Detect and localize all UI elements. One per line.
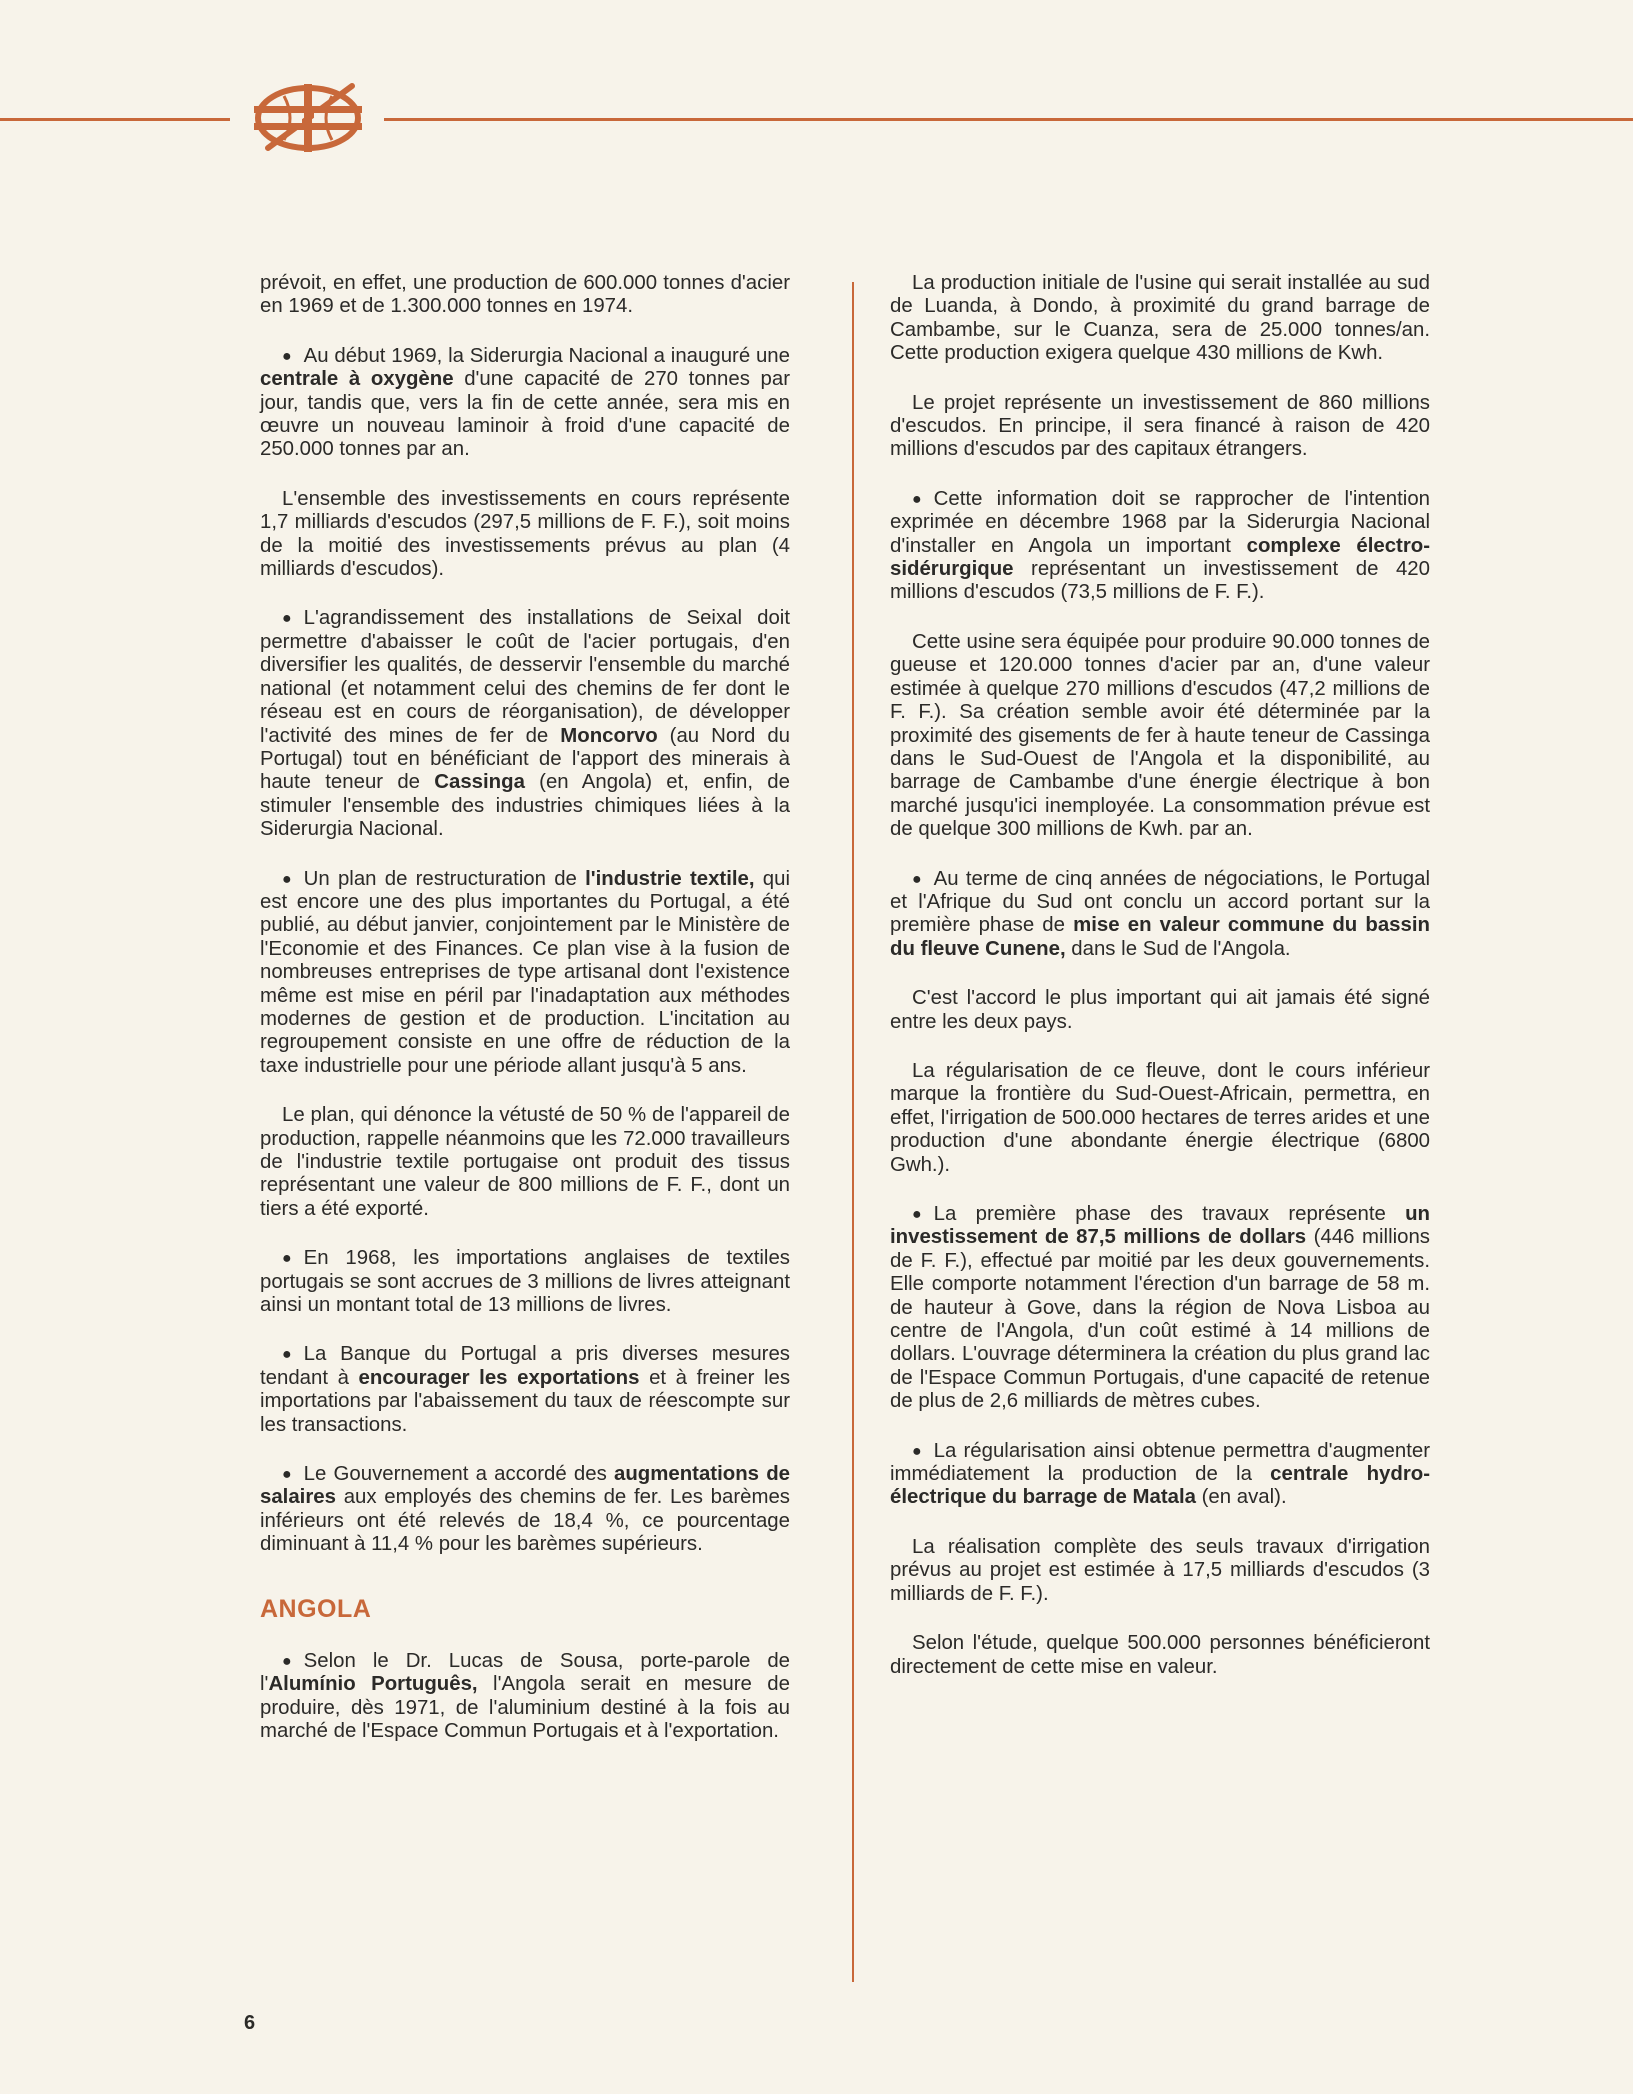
paragraph: C'est l'accord le plus important qui ait jamais été signé entre les deux pays. bbox=[890, 987, 1430, 1033]
paragraph: ● L'agrandissement des installations de Seixal doit permettre d'abaisser le coût de l'acier portugais, d'en diversifier les qualités, de desservir l'ensemble du marché national (et notamment celui des chemins de fer dont le réseau est en cours de réorganisation), de développer l'activité des mines de fer de Moncorvo (au Nord du Portugal) tout en bénéficiant de l'apport des minerais à haute teneur de Cassinga (en Angola) et, enfin, de stimuler l'ensemble des industries chimiques liées à la Siderurgia Nacional. bbox=[260, 607, 790, 841]
right-column bbox=[890, 272, 1430, 1705]
paragraph: ● Selon le Dr. Lucas de Sousa, porte-parole de l'Alumínio Português, l'Angola serait en mesure de produire, dès 1971, de l'aluminium destiné à la fois au marché de l'Espace Commun Portugais et à l'exportation. bbox=[260, 1649, 790, 1742]
bullet-icon: ● bbox=[912, 1206, 922, 1223]
bullet-icon: ● bbox=[282, 1466, 292, 1484]
paragraph: La production initiale de l'usine qui serait installée au sud de Luanda, à Dondo, à proximité du grand barrage de Cambambe, sur le Cuanza, sera de 25.000 tonnes/an. Cette production exigera quelque 430 millions de Kwh. bbox=[890, 272, 1430, 365]
bullet-icon: ● bbox=[282, 610, 292, 628]
bullet-icon: ● bbox=[282, 347, 292, 365]
paragraph: prévoit, en effet, une production de 600.000 tonnes d'acier en 1969 et de 1.300.000 tonnes en 1974. bbox=[260, 272, 790, 318]
bullet-icon: ● bbox=[912, 870, 922, 888]
paragraph: L'ensemble des investissements en cours représente 1,7 milliards d'escudos (297,5 millions de F. F.), soit moins de la moitié des investissements prévus au plan (4 milliards d'escudos). bbox=[260, 487, 790, 581]
paragraph: ● La régularisation ainsi obtenue permettra d'augmenter immédiatement la production de la centrale hydro-électrique du barrage de Matala (en aval). bbox=[890, 1439, 1430, 1509]
bullet-icon: ● bbox=[282, 1346, 292, 1364]
paragraph: La régularisation de ce fleuve, dont le cours inférieur marque la frontière du Sud-Ouest-Africain, permettra, en effet, l'irrigation de 500.000 hectares de terres arides et une production d'une abondante énergie électrique (6800 Gwh.). bbox=[890, 1059, 1430, 1176]
paragraph: ● La Banque du Portugal a pris diverses mesures tendant à encourager les exportations et à freiner les importations par l'abaissement du taux de réescompte sur les transactions. bbox=[260, 1343, 791, 1436]
bullet-icon: ● bbox=[282, 1652, 292, 1670]
globe-cross-emblem-icon bbox=[244, 78, 372, 158]
header-rule-left bbox=[0, 118, 230, 121]
paragraph: Cette usine sera équipée pour produire 90.000 tonnes de gueuse et 120.000 tonnes d'acier par an, d'une valeur estimée à quelque 270 millions d'escudos (47,2 millions de F. F.). Sa création semble avoir été déterminée par la proximité des gisements de fer à haute teneur de Cassinga dans le Sud-Ouest de l'Angola et la disponibilité, au barrage de Cambambe d'une énergie électrique à bon marché jusqu'ici inemployée. La consommation prévue est de quelque 300 millions de Kwh. par an. bbox=[890, 630, 1430, 841]
paragraph: ● Le Gouvernement a accordé des augmentations de salaires aux employés des chemins de fer. Les barèmes inférieurs ont été relevés de 18,4 %, ce pourcentage diminuant à 11,4 % pour les barèmes supérieurs. bbox=[260, 1463, 790, 1556]
paragraph: La réalisation complète des seuls travaux d'irrigation prévus au projet est estimée à 17,5 milliards d'escudos (3 milliards de F. F.). bbox=[890, 1535, 1430, 1605]
paragraph: ● Cette information doit se rapprocher de l'intention exprimée en décembre 1968 par la Siderurgia Nacional d'installer en Angola un important complexe électro-sidérurgique représentant un investissement de 420 millions d'escudos (73,5 millions de F. F.). bbox=[890, 487, 1431, 604]
bullet-icon: ● bbox=[282, 1250, 292, 1268]
column-divider bbox=[852, 282, 854, 1982]
bullet-icon: ● bbox=[912, 490, 922, 508]
left-column bbox=[260, 272, 790, 1769]
paragraph: Le projet représente un investissement de 860 millions d'escudos. En principe, il sera financé à raison de 420 millions d'escudos par des capitaux étrangers. bbox=[890, 391, 1430, 461]
section-heading-angola: ANGOLA bbox=[260, 1594, 372, 1623]
paragraph: Selon l'étude, quelque 500.000 personnes bénéficieront directement de cette mise en valeur. bbox=[890, 1632, 1430, 1678]
page-number: 6 bbox=[244, 2012, 256, 2034]
paragraph: ● La première phase des travaux représente un investissement de 87,5 millions de dollars (446 millions de F. F.), effectué par moitié par les deux gouvernements. Elle comporte notamment l'érection d'un barrage de 58 m. de hauteur à Gove, dans la région de Nova Lisboa au centre de l'Angola, d'un coût estimé à 14 millions de dollars. L'ouvrage déterminera la création du plus grand lac de l'Espace Commun Portugais, d'une capacité de retenue de plus de 2,6 milliards de mètres cubes. bbox=[890, 1203, 1431, 1413]
paragraph: ● Un plan de restructuration de l'industrie textile, qui est encore une des plus importantes du Portugal, a été publié, au début janvier, conjointement par le Ministère de l'Economie et des Finances. Ce plan vise à la fusion de nombreuses entreprises de type artisanal dont l'existence même est mise en péril par l'inadaptation aux méthodes modernes de gestion et de production. L'incitation au regroupement consiste en une offre de réduction de la taxe industrielle pour une période allant jusqu'à 5 ans. bbox=[260, 867, 790, 1077]
paragraph: ● Au terme de cinq années de négociations, le Portugal et l'Afrique du Sud ont conclu un accord portant sur la première phase de mise en valeur commune du bassin du fleuve Cunene, dans le Sud de l'Angola. bbox=[890, 867, 1430, 960]
bullet-icon: ● bbox=[912, 1442, 922, 1460]
paragraph: ● Au début 1969, la Siderurgia Nacional a inauguré une centrale à oxygène d'une capacité de 270 tonnes par jour, tandis que, vers la fin de cette année, sera mis en œuvre un nouveau laminoir à froid d'une capacité de 250.000 tonnes par an. bbox=[260, 344, 790, 461]
paragraph: Le plan, qui dénonce la vétusté de 50 % de l'appareil de production, rappelle néanmoins que les 72.000 travailleurs de l'industrie textile portugaise ont produit des tissus représentant une valeur de 800 millions de F. F., dont un tiers a été exporté. bbox=[260, 1104, 790, 1220]
bullet-icon: ● bbox=[282, 870, 292, 888]
paragraph: ● En 1968, les importations anglaises de textiles portugais se sont accrues de 3 millions de livres atteignant ainsi un montant total de 13 millions de livres. bbox=[260, 1247, 790, 1317]
header-rule-right bbox=[384, 118, 1633, 121]
